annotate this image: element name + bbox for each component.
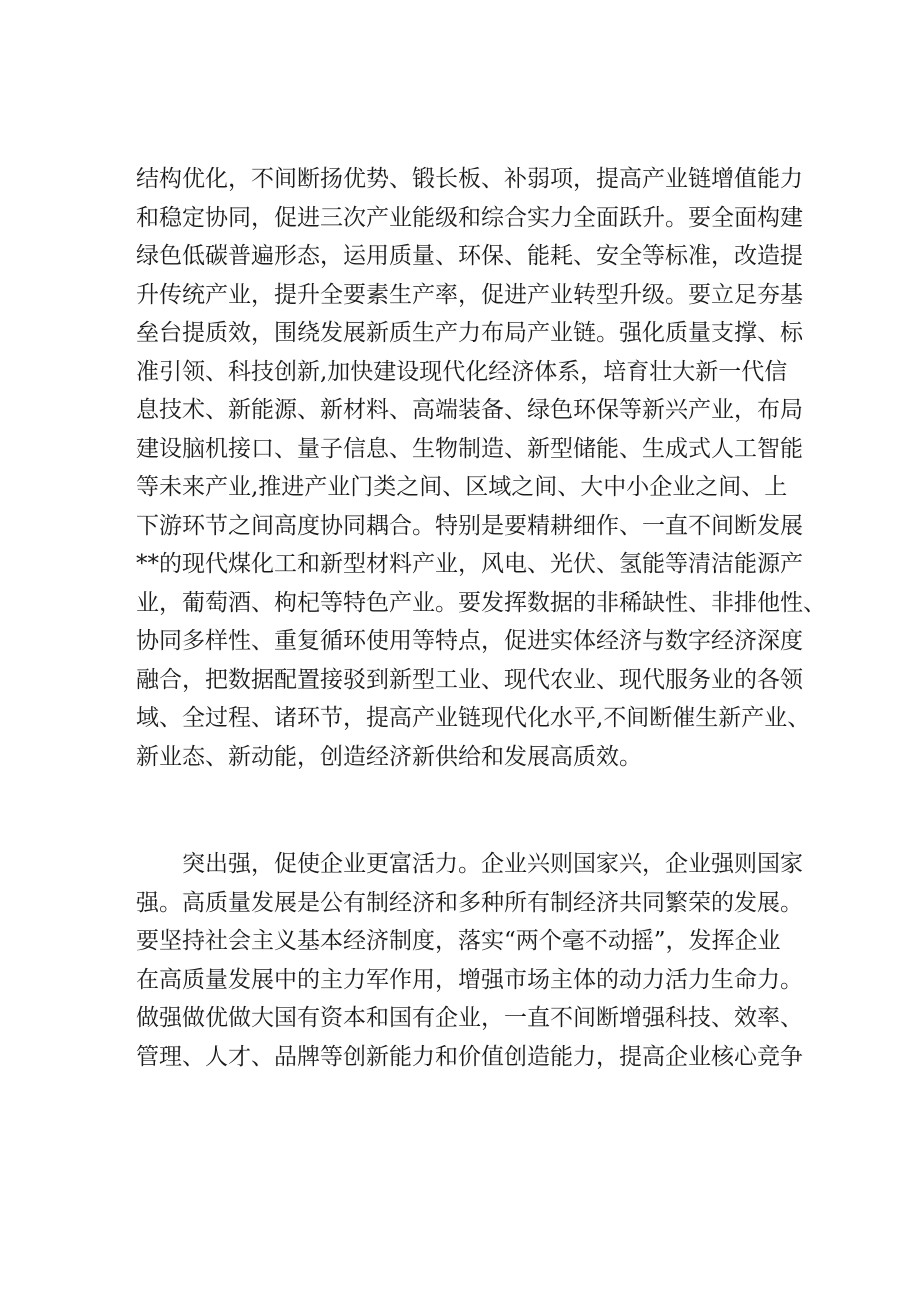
text-line: 等未来产业,推进产业门类之间、区域之间、大中小企业之间、上 <box>136 474 788 500</box>
text-line: 建设脑机接口、量子信息、生物制造、新型储能、生成式人工智能 <box>136 435 803 462</box>
text-line: **的现代煤化工和新型材料产业，风电、光伏、氢能等清洁能源产 <box>136 551 803 577</box>
text-line: 垒台提质效，围绕发展新质生产力布局产业链。强化质量支撑、标 <box>136 320 803 346</box>
paragraph-industrial-structure <box>136 160 826 776</box>
text-line: 业，葡萄酒、枸杞等特色产业。要发挥数据的非稀缺性、非排他性、 <box>136 589 826 616</box>
paragraph-enterprise-vitality <box>136 845 808 1076</box>
text-line: 升传统产业，提升全要素生产率，促进产业转型升级。要立足夯基 <box>136 281 803 308</box>
text-line: 协同多样性、重复循环使用等特点，促进实体经济与数字经济深度 <box>136 628 803 654</box>
text-line: 结构优化，不间断扬优势、锻长板、补弱项，提高产业链增值能力 <box>136 166 803 192</box>
text-line: 在高质量发展中的主力军作用，增强市场主体的动力活力生命力。 <box>136 966 803 993</box>
text-line: 下游环节之间高度协同耦合。特别是要精耕细作、一直不间断发展 <box>136 512 803 539</box>
text-line: 管理、人才、品牌等创新能力和价值创造能力，提高企业核心竞争 <box>136 1043 803 1070</box>
text-line: 准引领、科技创新,加快建设现代化经济体系，培育壮大新一代信 <box>136 358 788 385</box>
text-line: 做强做优做大国有资本和国有企业，一直不间断增强科技、效率、 <box>136 1005 803 1031</box>
text-line: 和稳定协同，促进三次产业能级和综合实力全面跃升。要全面构建 <box>136 204 803 231</box>
text-line: 要坚持社会主义基本经济制度，落实“两个毫不动摇”，发挥企业 <box>136 928 781 954</box>
text-line: 域、全过程、诸环节，提高产业链现代化水平,不间断催生新产业、 <box>136 705 811 731</box>
text-line: 息技术、新能源、新材料、高端装备、绿色环保等新兴产业，布局 <box>136 397 803 423</box>
text-line: 新业态、新动能，创造经济新供给和发展高质效。 <box>136 743 642 770</box>
text-line-indented: 突出强，促使企业更富活力。企业兴则国家兴，企业强则国家 <box>182 851 803 877</box>
text-line: 融合，把数据配置接驳到新型工业、现代农业、现代服务业的各领 <box>136 666 803 693</box>
text-line: 绿色低碳普遍形态，运用质量、环保、能耗、安全等标准，改造提 <box>136 243 803 269</box>
text-line: 强。高质量发展是公有制经济和多种所有制经济共同繁荣的发展。 <box>136 889 803 916</box>
